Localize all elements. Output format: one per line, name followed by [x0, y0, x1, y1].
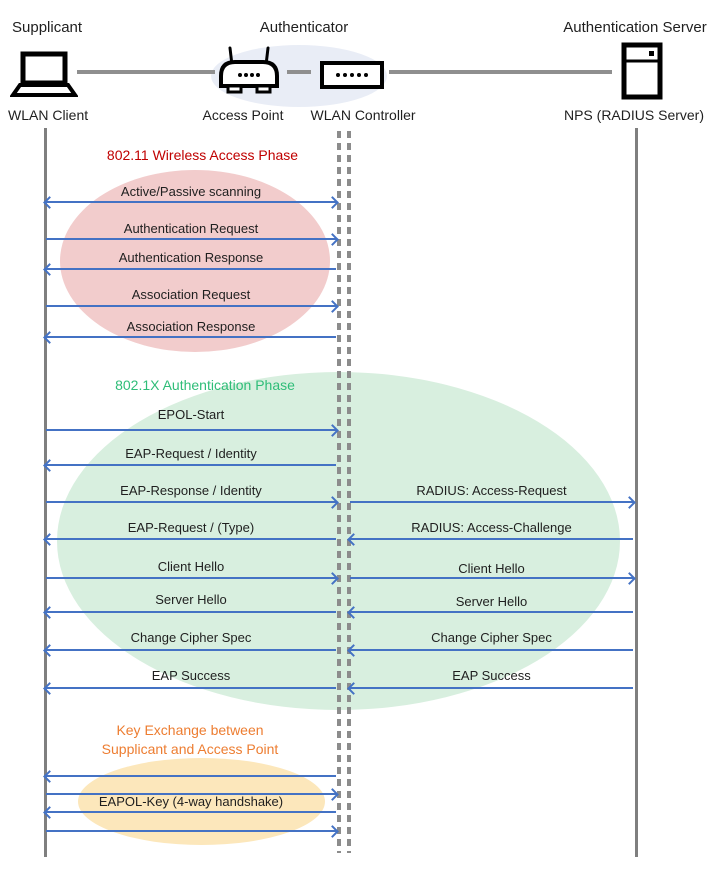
role-authenticator: Authenticator [259, 19, 349, 36]
message-label: Server Hello [455, 594, 528, 609]
role-authentication-server: Authentication Server [563, 19, 707, 36]
message-label: Change Cipher Spec [431, 630, 552, 645]
server-icon [621, 42, 663, 100]
wlan-controller-icon [320, 61, 384, 89]
message-label: Change Cipher Spec [130, 630, 252, 645]
connector-controller-server [389, 70, 612, 74]
laptop-icon [10, 51, 78, 98]
arrow-radius-access-request [350, 501, 633, 503]
arrow-eap-request-type [46, 538, 336, 540]
role-supplicant: Supplicant [12, 19, 83, 36]
arrow-eapol-key-4 [46, 830, 336, 832]
message-label: EAP-Request / (Type) [127, 520, 255, 535]
message-label: RADIUS: Access-Request [416, 483, 567, 498]
message-label: RADIUS: Access-Challenge [411, 520, 572, 535]
arrow-radius-access-challenge [350, 538, 633, 540]
message-label: Active/Passive scanning [120, 184, 262, 199]
access-point-icon [218, 45, 280, 95]
message-label: Server Hello [155, 592, 227, 607]
message-label: EPOL-Start [157, 407, 225, 422]
arrow-authentication-request [46, 238, 336, 240]
device-wlan-controller: WLAN Controller [310, 107, 416, 123]
arrow-association-response [46, 336, 336, 338]
device-access-point: Access Point [202, 107, 284, 123]
message-label: Association Response [126, 319, 256, 334]
phase3-title-line1: Key Exchange between [116, 722, 264, 738]
message-label: Authentication Response [118, 250, 264, 265]
lifeline-radius-server [635, 128, 638, 857]
arrow-server-hello-left [46, 611, 336, 613]
arrow-change-cipher-spec-left [46, 649, 336, 651]
message-label: EAP-Request / Identity [125, 446, 257, 461]
device-nps-radius-server: NPS (RADIUS Server) [563, 107, 705, 123]
arrow-eap-request-identity [46, 464, 336, 466]
message-label: Association Request [131, 287, 251, 302]
message-label: Client Hello [157, 559, 225, 574]
message-label: EAP Success [151, 668, 231, 683]
connector-ap-controller [287, 70, 311, 74]
phase2-title: 802.1X Authentication Phase [115, 377, 295, 393]
arrow-client-hello-right [350, 577, 633, 579]
arrow-change-cipher-spec-right [350, 649, 633, 651]
message-label: EAPOL-Key (4-way handshake) [98, 794, 284, 809]
arrow-eap-response-identity [46, 501, 336, 503]
phase3-title-line2: Supplicant and Access Point [101, 741, 279, 757]
device-wlan-client: WLAN Client [8, 107, 89, 123]
arrow-eap-success-left [46, 687, 336, 689]
connector-client-ap [77, 70, 215, 74]
arrow-client-hello-left [46, 577, 336, 579]
message-label: Authentication Request [123, 221, 259, 236]
phase1-title: 802.11 Wireless Access Phase [106, 147, 299, 163]
arrow-eapol-key-3 [46, 811, 336, 813]
arrow-server-hello-right [350, 611, 633, 613]
arrow-association-request [46, 305, 336, 307]
message-label: Client Hello [458, 561, 525, 576]
arrow-active-passive-scanning [46, 201, 336, 203]
message-label: EAP-Response / Identity [120, 483, 262, 498]
arrow-epol-start [46, 429, 336, 431]
message-label: EAP Success [452, 668, 531, 683]
arrow-authentication-response [46, 268, 336, 270]
arrow-eapol-key-1 [46, 775, 336, 777]
arrow-eap-success-right [350, 687, 633, 689]
